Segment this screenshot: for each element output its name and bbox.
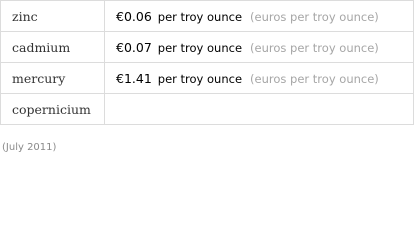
price-cell [105, 32, 414, 63]
price-amount: €0.07 [116, 39, 152, 55]
price-unit: per troy ounce [157, 9, 243, 24]
date-footnote: (July 2011) [2, 142, 57, 153]
price-cell [105, 63, 414, 94]
element-name-cell: mercury [1, 63, 105, 94]
price-cell [105, 94, 414, 125]
price-unit-note: (euros per troy ounce) [250, 40, 379, 55]
price-amount: €0.06 [116, 8, 152, 24]
price-amount: €1.41 [116, 70, 152, 86]
price-unit: per troy ounce [157, 40, 243, 55]
element-name-cell: cadmium [1, 32, 105, 63]
element-name-cell: zinc [1, 1, 105, 32]
table-row [1, 32, 414, 63]
table-row [1, 94, 414, 125]
element-name-cell: copernicium [1, 94, 105, 125]
price-cell [105, 1, 414, 32]
table-row [1, 1, 414, 32]
price-unit-note: (euros per troy ounce) [250, 71, 379, 86]
price-unit-note: (euros per troy ounce) [250, 9, 379, 24]
price-unit: per troy ounce [157, 71, 243, 86]
table-row [1, 63, 414, 94]
